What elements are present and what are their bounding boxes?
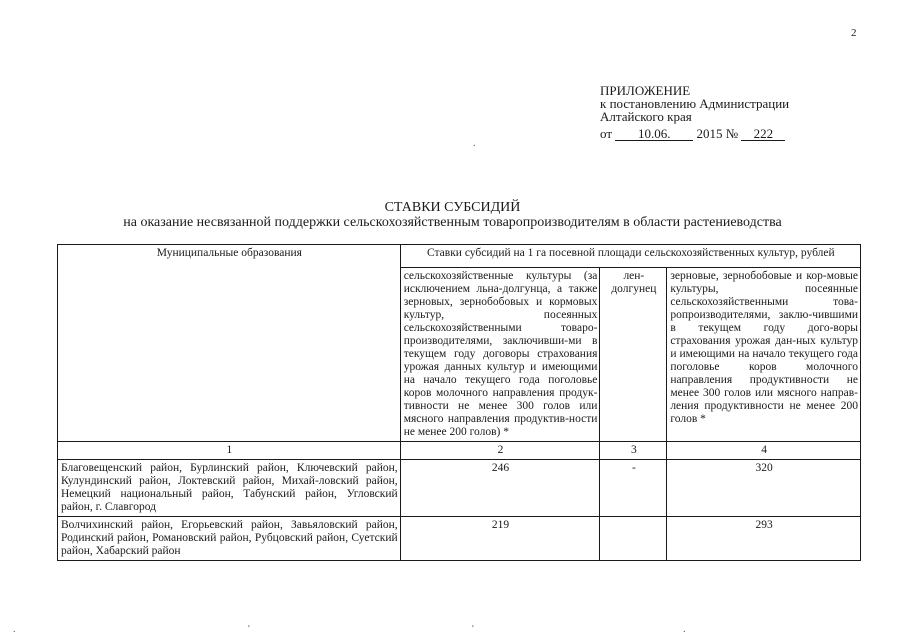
annex-heading: ПРИЛОЖЕНИЕ	[600, 83, 691, 98]
scan-dot: .	[683, 624, 686, 635]
scan-dot: '	[248, 624, 250, 635]
year: 2015	[696, 126, 723, 141]
rate-general-cell: 219	[400, 517, 600, 561]
date-prefix: от	[600, 126, 613, 141]
rate-general-cell: 246	[400, 460, 600, 517]
subheader-general-crops: сельскохозяйственные культуры (за исключением льна-долгунца, а также зерновых, зернобобовых и кормовых культур, посеянных сельскохозяйственными товаро-производителями, заключивши-ми в текущем году договоры страхования урожая данных культур и имеющими на начало текущего года поголовье коров молочного направления продук-тивности не менее 300 голов или мясного направления продуктив-ности не менее 200 голов) *	[400, 268, 600, 442]
column-number: 2	[400, 442, 600, 460]
scan-dot: '	[472, 624, 474, 635]
rate-flax-cell	[600, 517, 667, 561]
subheader-insured-crops: зерновые, зернобобовые и кор-мовые культуры, посеянные сельскохозяйственными това-ропроизводителями, заклю-чившими в текущем году дого-воры страхования урожая дан-ных культур и имеющими на начало текущего года поголовье коров молочного направления продуктивности не менее 300 голов или мясного направ-ления продуктивности не менее 200 голов *	[667, 268, 861, 442]
document-title	[0, 200, 905, 230]
date-value: 10.06.	[615, 127, 693, 141]
annex-line1: к постановлению Администрации	[600, 96, 790, 111]
title-subtitle: на оказание несвязанной поддержки сельскохозяйственным товаропроизводителям в области растениеводства	[123, 215, 782, 230]
annex-line2: Алтайского края	[600, 109, 692, 124]
number-sign: №	[725, 126, 739, 141]
header-rates: Ставки субсидий на 1 га посевной площади сельскохозяйственных культур, рублей	[400, 245, 860, 268]
subheader-flax: лен-долгунец	[600, 268, 667, 442]
table-row	[58, 460, 861, 517]
rate-flax-cell: -	[600, 460, 667, 517]
column-number: 1	[58, 442, 401, 460]
header-municipal: Муниципальные образования	[58, 245, 401, 442]
scan-dot: .	[13, 624, 16, 635]
table-row	[58, 517, 861, 561]
page-number: 2	[851, 27, 857, 39]
rate-insured-cell: 320	[667, 460, 861, 517]
column-number: 3	[600, 442, 667, 460]
region-cell: Благовещенский район, Бурлинский район, Ключевский район, Кулундинский район, Локтевский район, Михай-ловский район, Немецкий национальный район, Табунский район, Угловский район, г. Славгород	[58, 460, 401, 517]
number-value: 222	[741, 127, 785, 141]
annex-block	[600, 84, 789, 141]
rate-insured-cell: 293	[667, 517, 861, 561]
column-numbers-row	[58, 442, 861, 460]
annex-date-line	[600, 127, 789, 141]
rates-table	[57, 244, 861, 561]
region-cell: Волчихинский район, Егорьевский район, Завьяловский район, Родинский район, Романовский район, Рубцовский район, Суетский район, Хабарский район	[58, 517, 401, 561]
title-main: СТАВКИ СУБСИДИЙ	[384, 200, 521, 215]
scan-dot: .	[473, 138, 476, 149]
column-number: 4	[667, 442, 861, 460]
